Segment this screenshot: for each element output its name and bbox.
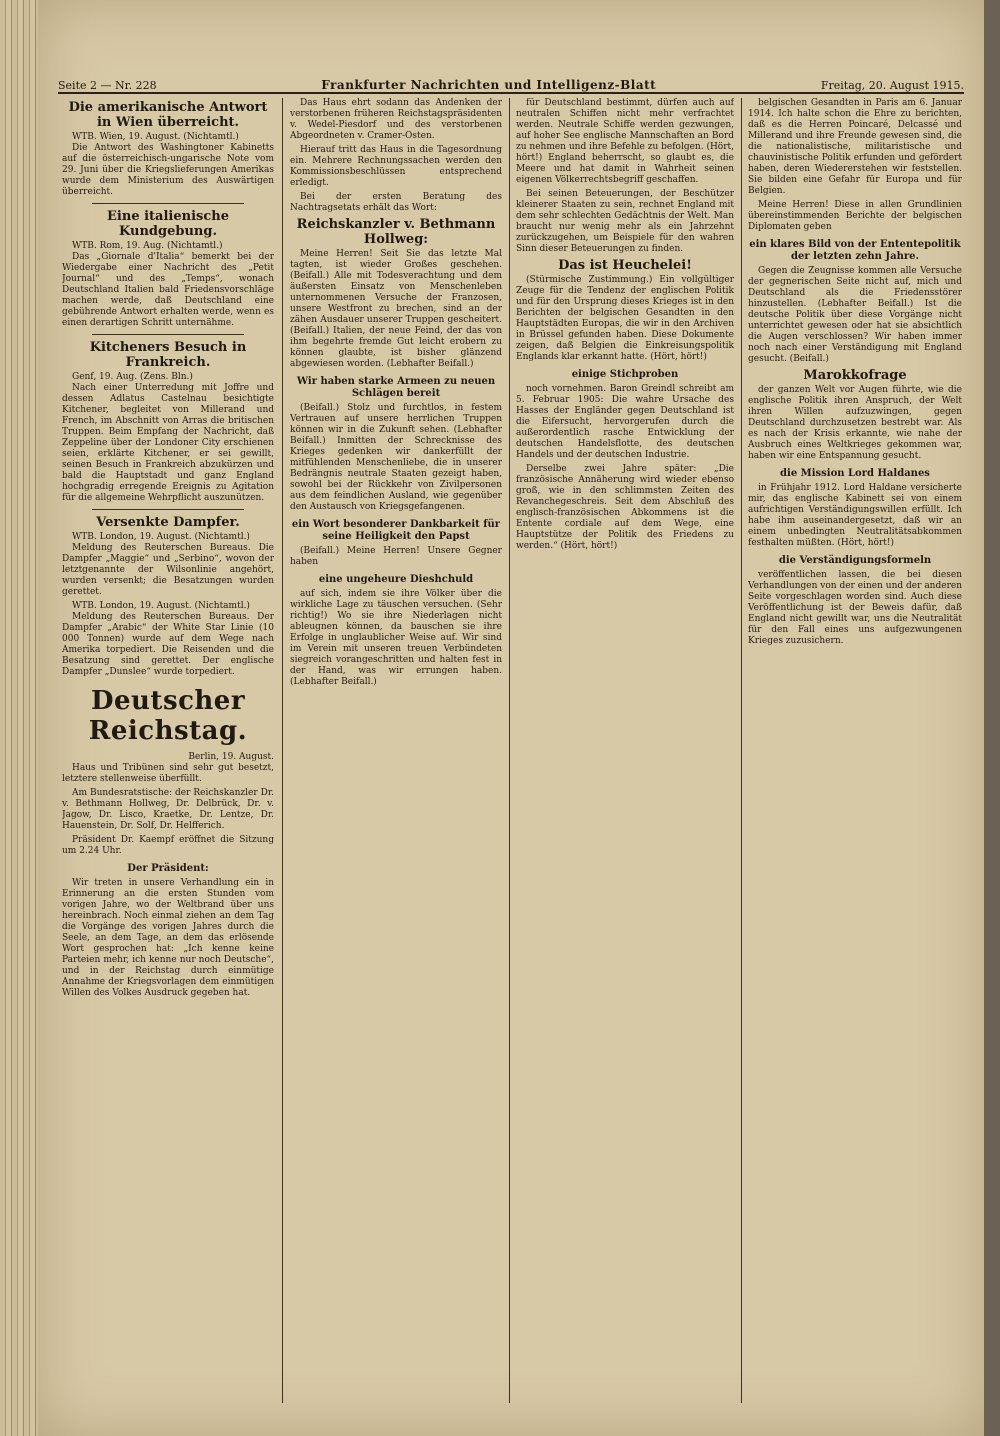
article-text: Meldung des Reuterschen Bureaus. Die Dampfer „Maggie“ und „Serbino“, wovon der letztgenannte der Wilsonlinie angehört, wurden versenkt; die Besatzungen wurden gerettet. (62, 543, 274, 597)
article-text: Die Antwort des Washingtoner Kabinetts auf die österreichisch-ungarische Note vom 29. Juni über die Kriegslieferungen Amerikas wurde dem Ministerium des Auswärtigen überreicht. (62, 143, 274, 197)
column-4 (748, 98, 962, 1408)
article-text: in Frühjahr 1912. Lord Haldane versicherte mir, das englische Kabinett sei von einem aufrichtigen Verständigungswillen erfüllt. Ich habe ihm auseinandergesetzt, daß wir an einem unbedingten Neutralitätsabkommen festhalten müßten. (Hört, hört!) (748, 483, 962, 548)
subheading: die Verständigungsformeln (778, 555, 932, 566)
divider (92, 334, 244, 335)
article-text: Meldung des Reuterschen Bureaus. Der Dampfer „Arabic“ der White Star Linie (10 000 Tonnen) wurde auf dem Wege nach Amerika torpediert. Die Reisenden und die Besatzung sind gerettet. Der englische Dampfer „Dunslee“ wurde torpediert. (62, 612, 274, 677)
dateline: WTB. Wien, 19. August. (Nichtamtl.) (72, 132, 239, 142)
headline: Kitcheners Besuch in Frankreich. (89, 340, 247, 370)
article-text: belgischen Gesandten in Paris am 6. Januar 1914. Ich halte schon die Ehre zu berichten, daß es die Herren Poincaré, Delcassé und Millerand und ihre Freunde gewesen sind, die die nationalistische, militaristische und chauvinistische Politik erfunden und gefördert haben, deren Wiedererstehen wir feststellen. Sie bilden eine Gefahr für Europa und für Belgien. (748, 98, 962, 196)
article-text: für Deutschland bestimmt, dürfen auch auf neutralen Schiffen nicht mehr verfrachtet werden. Neutrale Schiffe werden gezwungen, auf hoher See englische Mannschaften an Bord zu nehmen und ihre Befehle zu befolgen. (Hört, hört!) England beherrscht, so glaubt es, die Meere und hat damit in Wahrheit seinen eigenen Völkerrechtsbegriff geschaffen. (516, 98, 734, 185)
article-text: Derselbe zwei Jahre später: „Die französische Annäherung wird wieder ebenso groß, wie in den schlimmsten Zeiten des Revanchegeschreis. Seit dem Abschluß des englisch-französischen Abkommens ist die Entente cordiale auf dem Wege, eine Hauptstütze der Politik des Friedens zu werden.“ (Hört, hört!) (516, 464, 734, 551)
dateline: Genf, 19. Aug. (Zens. Bln.) (72, 372, 193, 382)
divider (92, 509, 244, 510)
article-text: Bei seinen Beteuerungen, der Beschützer kleinerer Staaten zu sein, rechnet England mit dem sehr schlechten Gedächtnis der Welt. Man braucht nur wenig mehr als ein Jahrzehnt zurückzugehen, um Beispiele für den wahren Sinn dieser Beteuerungen zu finden. (516, 189, 734, 254)
article-text: Am Bundesratstische: der Reichskanzler Dr. v. Bethmann Hollweg, Dr. Delbrück, Dr. v. Jagow, Dr. Lisco, Kraetke, Dr. Lentze, Dr. Hauenstein, Dr. Solf, Dr. Helfferich. (62, 788, 274, 831)
article-text: Meine Herren! Diese in allen Grundlinien übereinstimmenden Berichte der belgischen Diplomaten geben (748, 200, 962, 232)
article-text: Gegen die Zeugnisse kommen alle Versuche der gegnerischen Seite nicht auf, mich und Deutschland als die Friedensstörer hinzustellen. (Lebhafter Beifall.) Ist die deutsche Politik über diese Vorgänge nicht unterrichtet gewesen oder hat sie absichtlich die Augen verschlossen? Wir haben immer noch nach einer Verständigung mit England gesucht. (Beifall.) (748, 266, 962, 364)
article-text: Nach einer Unterredung mit Joffre und dessen Adlatus Castelnau besichtigte Kitchener, begleitet von Millerand und French, im Abschnitt von Arras die britischen Truppen. Beim Empfang der Nachricht, daß Zeppeline über der Londoner City erschienen seien, erklärte Kitchener, er sei gewillt, seinen Besuch in Frankreich abzukürzen und bald die Hauptstadt und ganz England hochgradig erregende Ereignis zu Agitation für die allgemeine Wehrpflicht auszunützen. (62, 383, 274, 503)
headline: Eine italienische Kundgebung. (107, 209, 229, 239)
section-headline: Deutscher Reichstag. (88, 686, 248, 746)
subheading: die Mission Lord Haldanes (780, 468, 930, 479)
article-text: (Beifall.) Meine Herren! Unsere Gegner haben (290, 546, 502, 567)
dateline: Berlin, 19. August. (188, 752, 274, 762)
headline: Die amerikanische Antwort in Wien überreicht. (68, 100, 268, 130)
column-rule (509, 98, 510, 1403)
article-text: Das „Giornale d'Italia“ bemerkt bei der Wiedergabe einer Nachricht des „Petit Journal“ und des „Temps“, wonach Deutschland Italien bald Friedensvorschläge machen werde, daß Deutschland eine gebührende Antwort erhalten werde, wenn es einen derartigen Schritt unternähme. (62, 252, 274, 328)
column-rule (282, 98, 283, 1403)
headline: Marokkofrage (803, 368, 907, 383)
article-text: Meine Herren! Seit Sie das letzte Mal tagten, ist wieder Großes geschehen. (Beifall.) Alle mit Todesverachtung und dem äußersten Einsatz von Menschenleben unternommenen Versuche der Franzosen, unsere Westfront zu brechen, sind an der zähen Ausdauer unserer Truppen gescheitert. (Beifall.) Italien, der neue Feind, der das von ihm begehrte fremde Gut leicht erobern zu können glaubte, ist bisher glänzend abgewiesen worden. (Lebhafter Beifall.) (290, 249, 502, 369)
article-text: Das Haus ehrt sodann das Andenken der verstorbenen früheren Reichstagspräsidenten v. Wedel-Piesdorf und des verstorbenen Abgeordneten v. Cramer-Osten. (290, 98, 502, 141)
article-text: veröffentlichen lassen, die bei diesen Verhandlungen von der einen und der anderen Seite vorgeschlagen worden sind. Auch diese Veröffentlichung ist der Beweis dafür, daß England nicht gewillt war, uns die Neutralität für den Fall eines uns aufgezwungenen Krieges zuzusichern. (748, 570, 962, 646)
masthead-title: Frankfurter Nachrichten und Intelligenz-Blatt (321, 78, 657, 92)
dateline: WTB. London, 19. August. (Nichtamtl.) (72, 532, 250, 542)
scan-border (984, 0, 1000, 1436)
column-1 (62, 98, 274, 1408)
article-text: Bei der ersten Beratung des Nachtragsetats erhält das Wort: (290, 192, 502, 213)
subheading: ein Wort besonderer Dankbarkeit für seine Heiligkeit den Papst (291, 519, 501, 542)
article-text: Präsident Dr. Kaempf eröffnet die Sitzung um 2.24 Uhr. (62, 835, 274, 856)
article-text: Haus und Tribünen sind sehr gut besetzt, letztere stellenweise überfüllt. (62, 763, 274, 784)
column-3 (516, 98, 734, 1408)
subheading: ein klares Bild von der Ententepolitik der letzten zehn Jahre. (749, 239, 961, 262)
page-header (58, 70, 964, 94)
headline: Versenkte Dampfer. (96, 515, 240, 530)
article-text: (Stürmische Zustimmung.) Ein vollgültiger Zeuge für die Tendenz der englischen Politik und für den Ursprung dieses Krieges ist in den Berichten der belgischen Gesandten in den Hauptstädten Europas, die wir in den Archiven in Brüssel gefunden haben. Diese Dokumente zeigen, daß Belgien die Einkreisungspolitik Englands klar erkannt hatte. (Hört, hört!) (516, 275, 734, 362)
article-text: auf sich, indem sie ihre Völker über die wirkliche Lage zu täuschen versuchen. (Sehr richtig!) Wo sie ihre Niederlagen nicht ableugnen können, da bauschen sie ihre Erfolge in unglaublicher Weise auf. Wir sind im Verein mit unseren treuen Verbündeten siegreich vorangeschritten und halten fest in der Hand, was wir errungen haben. (Lebhafter Beifall.) (290, 589, 502, 687)
subheading: Der Präsident: (127, 863, 209, 874)
article-text: (Beifall.) Stolz und furchtlos, in festem Vertrauen auf unsere herrlichen Truppen können wir in die Zukunft sehen. (Lebhafter Beifall.) Inmitten der Schrecknisse des Krieges gedenken wir dankerfüllt der mitfühlenden Menschenliebe, die in unserer Bedrängnis neutrale Staaten gezeigt haben, sowohl bei der Rückkehr von Zivilpersonen aus dem feindlichen Ausland, wie gegenüber den Austausch von Kriegsgefangenen. (290, 403, 502, 512)
column-rule (741, 98, 742, 1403)
article-text: noch vornehmen. Baron Greindl schreibt am 5. Februar 1905: Die wahre Ursache des Hasses der Engländer gegen Deutschland ist die Eifersucht, hervorgerufen durch die außerordentlich rasche Entwicklung der deutschen Handelsflotte, des deutschen Handels und der deutschen Industrie. (516, 384, 734, 460)
dateline: WTB. London, 19. August. (Nichtamtl.) (72, 601, 250, 611)
headline: Reichskanzler v. Bethmann Hollweg: (296, 217, 496, 247)
column-2 (290, 98, 502, 1408)
page-stack-edge (0, 0, 38, 1436)
dateline: WTB. Rom, 19. Aug. (Nichtamtl.) (72, 241, 223, 251)
subheading: Wir haben starke Armeen zu neuen Schlägen bereit (296, 376, 496, 399)
page-number: Seite 2 — Nr. 228 (58, 79, 157, 92)
article-text: Wir treten in unsere Verhandlung ein in Erinnerung an die ersten Stunden vom vorigen Jahre, wo der Weltbrand über uns hereinbrach. Noch einmal ziehen an dem Tag die Vorgänge des vorigen Jahres durch die Seele, an dem Tage, an dem das erlösende Wort gesprochen hat: „Ich kenne keine Parteien mehr, ich kenne nur noch Deutsche“, und in der Reichstag durch einmütige Annahme der Kriegsvorlagen dem einmütigen Willen des Volkes Ausdruck gegeben hat. (62, 878, 274, 998)
article-text: Hierauf tritt das Haus in die Tagesordnung ein. Mehrere Rechnungssachen werden den Kommissionsbeschlüssen entsprechend erledigt. (290, 145, 502, 188)
issue-date: Freitag, 20. August 1915. (820, 79, 964, 92)
divider (92, 203, 244, 204)
article-text: der ganzen Welt vor Augen führte, wie die englische Politik ihren Anspruch, der Welt ihren Willen aufzuzwingen, gegen Deutschland durchzusetzen bestrebt war. Als es nach der Krisis erkannte, wie nahe der Ausbruch eines Weltkrieges gekommen war, haben wir eine Entspannung gesucht. (748, 385, 962, 461)
headline: Das ist Heuchelei! (558, 258, 692, 273)
subheading: einige Stichproben (571, 369, 679, 380)
subheading: eine ungeheure Dieshchuld (318, 574, 474, 585)
